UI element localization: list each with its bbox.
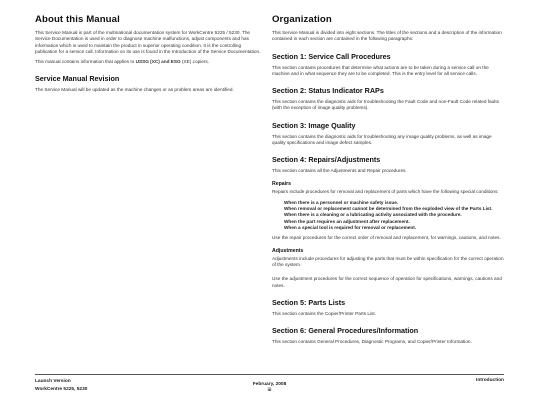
adjustments-paragraph-1: Adjustments include procedures for adjusting the parts that must be within specification for the correct operation of the system. bbox=[272, 255, 504, 268]
section-6-paragraph: This section contains General Procedures, Diagnostic Programs, and Copier/Printer Information. bbox=[272, 339, 472, 345]
list-item: When the part requires an adjustment after replacement. bbox=[284, 218, 410, 224]
organization-paragraph: This Service Manual is divided into eight sections. The titles of the sections and a description of the information contained in each section are contained in the following paragraphs: bbox=[272, 30, 502, 42]
organization-heading: Organization bbox=[272, 14, 332, 25]
list-item: When a special tool is required for removal or replacement. bbox=[284, 225, 417, 231]
about-p2-text: This manual contains information that applies to bbox=[35, 59, 136, 64]
about-paragraph-1: This Service Manual is part of the multinational documentation system for WorkCentre 5225 / 5230. The Service Documentation is used in order to diagnose machine malfunctions, adjust components and has information which is used to maintain the product in superior operating condition. It is the controlling publication for a service call. Information on its use is found in the Introduction of the Service Documentation. bbox=[35, 30, 261, 54]
about-p2-bold: USSG (XC) and ESG bbox=[135, 59, 181, 64]
about-paragraph-2 bbox=[35, 59, 263, 65]
repairs-conditions-list bbox=[284, 200, 504, 232]
section-3-paragraph: This section contains the diagnostic aids for troubleshooting any image quality problems, as well as image quality specifications and image defect samples. bbox=[272, 133, 492, 145]
list-item: When removal or replacement cannot be determined from the exploded view of the Parts List. bbox=[284, 205, 493, 211]
revision-paragraph: The Service Manual will be updated as the machine changes or as problem areas are identified. bbox=[35, 87, 234, 93]
repairs-paragraph-2: Use the repair procedures for the correct order of removal and replacement, for warnings, cautions, and notes. bbox=[272, 234, 501, 240]
section-2-paragraph: This section contains the diagnostic aids for troubleshooting the Fault Code and non-Fault Code related faults (with the exception of image quality problems). bbox=[272, 99, 499, 111]
page-number: iii bbox=[267, 388, 272, 393]
section-4-heading: Section 4: Repairs/Adjustments bbox=[272, 155, 381, 164]
repairs-heading: Repairs bbox=[272, 181, 292, 188]
footer-date: February, 2008 bbox=[252, 382, 287, 387]
adjustments-paragraph-2: Use the adjustment procedures for the correct sequence of operation for specifications, warnings, cautions and notes. bbox=[272, 276, 502, 288]
section-1-heading: Section 1: Service Call Procedures bbox=[272, 51, 391, 61]
section-2-heading: Section 2: Status Indicator RAPs bbox=[272, 86, 384, 95]
section-3-heading: Section 3: Image Quality bbox=[272, 120, 356, 130]
list-item: When there is a personnel or machine safety issue. bbox=[284, 199, 399, 205]
footer-section-name: Introduction bbox=[476, 378, 504, 383]
section-5-heading: Section 5: Parts Lists bbox=[272, 297, 346, 307]
footer-product: WorkCentre 5225, 5230 bbox=[35, 387, 88, 392]
revision-heading: Service Manual Revision bbox=[35, 74, 120, 84]
section-5-paragraph: This section contains the Copier/Printer Parts List. bbox=[272, 310, 376, 316]
about-manual-heading: About this Manual bbox=[35, 14, 120, 25]
left-column bbox=[35, 14, 263, 98]
footer-center bbox=[35, 382, 504, 394]
about-p2-tail: (XE) copiers. bbox=[180, 59, 210, 64]
page-footer bbox=[35, 374, 504, 406]
repairs-paragraph: Repairs include procedures for removal and replacement of parts which have the following special conditions: bbox=[272, 189, 499, 195]
section-6-heading: Section 6: General Procedures/Information bbox=[272, 326, 419, 336]
footer-version: Launch Version bbox=[35, 379, 71, 384]
section-1-paragraph: This section contains procedures that determine what actions are to be taken during a service call on the machine and in what sequence they are to be completed. This is the entry level for all service calls. bbox=[272, 64, 489, 76]
section-4-paragraph: This section contains all the Adjustments and Repair procedures. bbox=[272, 168, 407, 173]
right-column bbox=[272, 14, 504, 349]
footer-rule bbox=[35, 374, 504, 375]
adjustments-heading: Adjustments bbox=[272, 247, 304, 254]
list-item: When there is a cleaning or a lubricating activity associated with the procedure. bbox=[284, 212, 462, 218]
